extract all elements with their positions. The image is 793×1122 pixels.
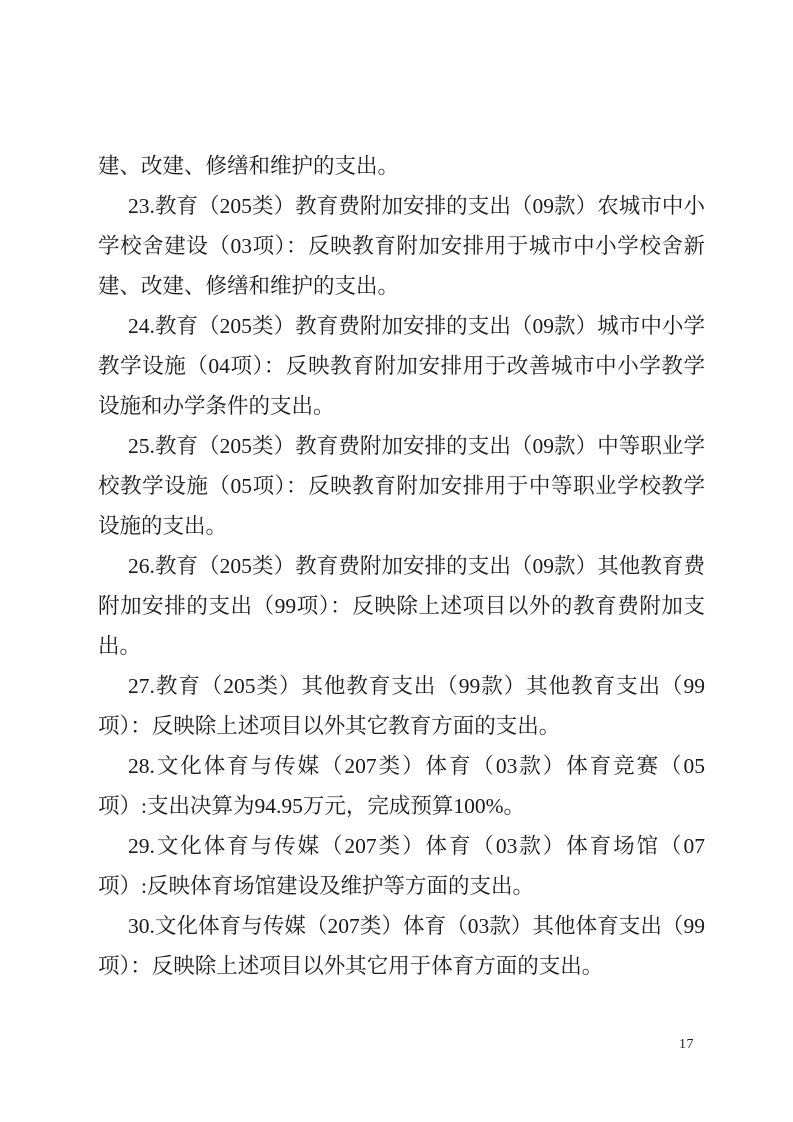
paragraph: 24.教育（205类）教育费附加安排的支出（09款）城市中小学教学设施（04项）：反映教育附加安排用于改善城市中小学教学设施和办学条件的支出。 bbox=[98, 314, 705, 418]
paragraph: 23.教育（205类）教育费附加安排的支出（09款）农城市中小学校舍建设（03项）：反映教育附加安排用于城市中小学校舍新建、改建、修缮和维护的支出。 bbox=[98, 194, 705, 298]
paragraph: 26.教育（205类）教育费附加安排的支出（09款）其他教育费附加安排的支出（99项）：反映除上述项目以外的教育费附加支出。 bbox=[98, 554, 705, 658]
paragraph: 30.文化体育与传媒（207类）体育（03款）其他体育支出（99项）：反映除上述项目以外其它用于体育方面的支出。 bbox=[98, 914, 705, 978]
paragraph: 29.文化体育与传媒（207类）体育（03款）体育场馆（07项）:反映体育场馆建设及维护等方面的支出。 bbox=[98, 834, 705, 898]
paragraph: 28.文化体育与传媒（207类）体育（03款）体育竞赛（05项）:支出决算为94.95万元，完成预算100%。 bbox=[98, 754, 705, 818]
paragraph: 建、改建、修缮和维护的支出。 bbox=[98, 154, 400, 178]
document-body-text bbox=[98, 146, 705, 986]
paragraph: 25.教育（205类）教育费附加安排的支出（09款）中等职业学校教学设施（05项）：反映教育附加安排用于中等职业学校教学设施的支出。 bbox=[98, 434, 705, 538]
page-number: 17 bbox=[679, 1037, 694, 1052]
paragraph: 27.教育（205类）其他教育支出（99款）其他教育支出（99项）：反映除上述项目以外其它教育方面的支出。 bbox=[98, 674, 705, 738]
